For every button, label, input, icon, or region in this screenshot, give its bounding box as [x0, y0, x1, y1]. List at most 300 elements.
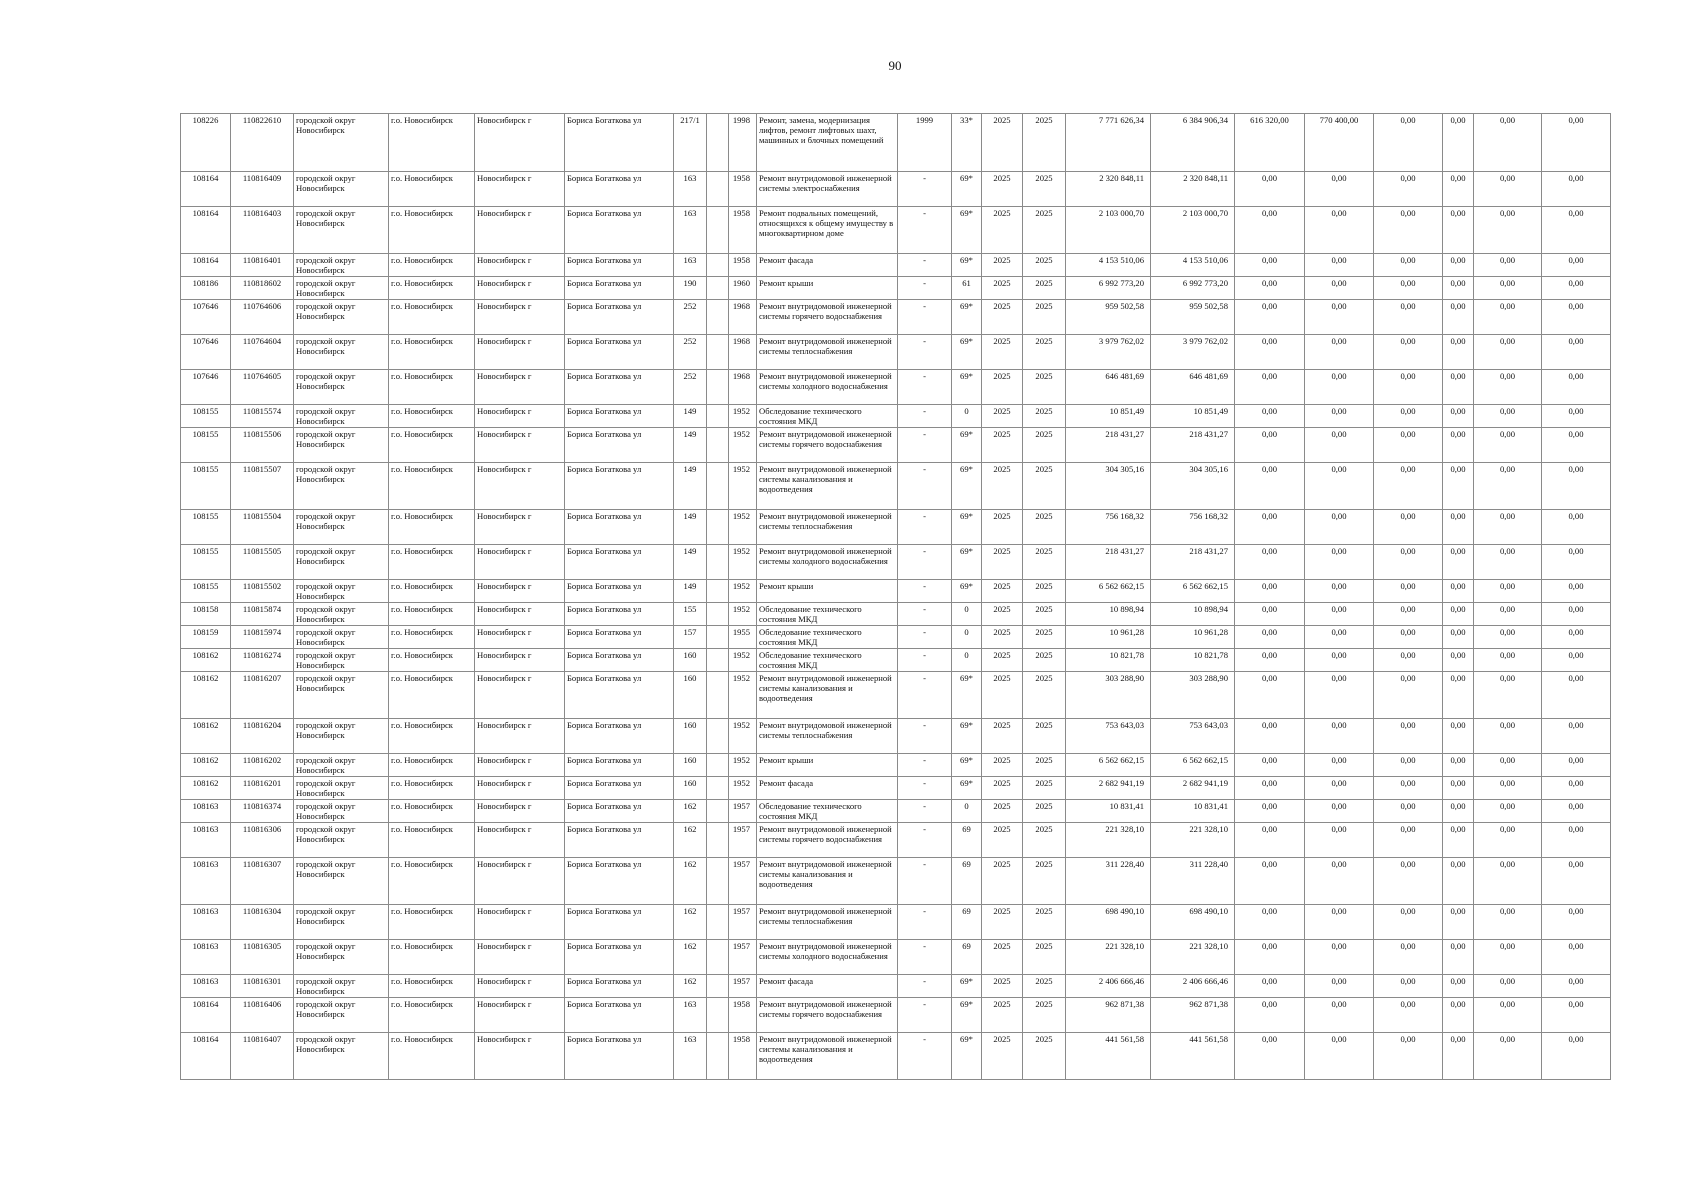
- cell-plan-end-year: 2025: [1023, 428, 1066, 463]
- cell-other-1: 0,00: [1443, 626, 1474, 649]
- cell-house-number: 149: [674, 428, 707, 463]
- cell-plan-end-year: 2025: [1023, 1033, 1066, 1080]
- cell-building: [707, 754, 729, 777]
- cell-other-3: 0,00: [1542, 719, 1611, 754]
- cell-house-number: 252: [674, 300, 707, 335]
- cell-house-number: 160: [674, 649, 707, 672]
- cell-fund-cost: 2 406 666,46: [1151, 975, 1235, 998]
- cell-owners-funds: 0,00: [1374, 428, 1443, 463]
- cell-work-code: 110816406: [231, 998, 294, 1033]
- cell-other-1: 0,00: [1443, 254, 1474, 277]
- cell-total-cost: 6 562 662,15: [1066, 754, 1151, 777]
- cell-other-2: 0,00: [1474, 277, 1542, 300]
- cell-house-number: 155: [674, 603, 707, 626]
- cell-work-type: Ремонт внутридомовой инженерной системы теплоснабжения: [757, 905, 898, 940]
- cell-street: Бориса Богаткова ул: [565, 510, 674, 545]
- cell-municipality: городской округ Новосибирск: [294, 998, 389, 1033]
- cell-building: [707, 719, 729, 754]
- cell-wear-percent: 0: [952, 626, 982, 649]
- cell-other-1: 0,00: [1443, 858, 1474, 905]
- cell-wear-percent: 69*: [952, 719, 982, 754]
- cell-commissioning-year: -: [898, 940, 952, 975]
- cell-subsidy-local: 0,00: [1305, 207, 1374, 254]
- cell-wear-percent: 69*: [952, 172, 982, 207]
- cell-build-year: 1960: [729, 277, 757, 300]
- cell-other-1: 0,00: [1443, 277, 1474, 300]
- cell-other-3: 0,00: [1542, 463, 1611, 510]
- cell-wear-percent: 69*: [952, 580, 982, 603]
- cell-municipal-district: г.о. Новосибирск: [389, 603, 475, 626]
- cell-subsidy-local: 0,00: [1305, 754, 1374, 777]
- cell-work-type: Ремонт фасада: [757, 975, 898, 998]
- cell-municipality: городской округ Новосибирск: [294, 858, 389, 905]
- cell-commissioning-year: -: [898, 603, 952, 626]
- cell-subsidy-local: 0,00: [1305, 1033, 1374, 1080]
- cell-total-cost: 4 153 510,06: [1066, 254, 1151, 277]
- cell-settlement: Новосибирск г: [475, 172, 565, 207]
- cell-plan-start-year: 2025: [982, 823, 1023, 858]
- cell-total-cost: 303 288,90: [1066, 672, 1151, 719]
- cell-owners-funds: 0,00: [1374, 405, 1443, 428]
- cell-other-1: 0,00: [1443, 603, 1474, 626]
- cell-wear-percent: 69*: [952, 428, 982, 463]
- cell-build-year: 1968: [729, 300, 757, 335]
- cell-municipal-district: г.о. Новосибирск: [389, 719, 475, 754]
- cell-fund-cost: 10 821,78: [1151, 649, 1235, 672]
- cell-plan-start-year: 2025: [982, 649, 1023, 672]
- cell-owners-funds: 0,00: [1374, 277, 1443, 300]
- cell-settlement: Новосибирск г: [475, 800, 565, 823]
- cell-subsidy-regional: 0,00: [1235, 905, 1305, 940]
- cell-work-type: Обследование технического состояния МКД: [757, 603, 898, 626]
- cell-street: Бориса Богаткова ул: [565, 405, 674, 428]
- cell-settlement: Новосибирск г: [475, 858, 565, 905]
- table-row: [181, 719, 1611, 754]
- cell-subsidy-local: 0,00: [1305, 254, 1374, 277]
- cell-commissioning-year: -: [898, 858, 952, 905]
- cell-other-3: 0,00: [1542, 580, 1611, 603]
- cell-total-cost: 6 992 773,20: [1066, 277, 1151, 300]
- cell-other-2: 0,00: [1474, 998, 1542, 1033]
- cell-work-type: Ремонт внутридомовой инженерной системы теплоснабжения: [757, 719, 898, 754]
- cell-subsidy-local: 0,00: [1305, 800, 1374, 823]
- capital-repair-table: [180, 113, 1611, 1080]
- cell-settlement: Новосибирск г: [475, 672, 565, 719]
- cell-build-year: 1957: [729, 800, 757, 823]
- cell-build-year: 1952: [729, 672, 757, 719]
- cell-plan-start-year: 2025: [982, 998, 1023, 1033]
- cell-house-code: 108163: [181, 800, 231, 823]
- cell-street: Бориса Богаткова ул: [565, 1033, 674, 1080]
- cell-work-code: 110816306: [231, 823, 294, 858]
- table-row: [181, 277, 1611, 300]
- cell-work-type: Ремонт внутридомовой инженерной системы холодного водоснабжения: [757, 370, 898, 405]
- cell-other-1: 0,00: [1443, 510, 1474, 545]
- cell-house-code: 108163: [181, 858, 231, 905]
- cell-commissioning-year: -: [898, 545, 952, 580]
- cell-other-3: 0,00: [1542, 800, 1611, 823]
- cell-fund-cost: 6 562 662,15: [1151, 754, 1235, 777]
- cell-building: [707, 172, 729, 207]
- cell-fund-cost: 221 328,10: [1151, 823, 1235, 858]
- cell-street: Бориса Богаткова ул: [565, 719, 674, 754]
- cell-municipality: городской округ Новосибирск: [294, 975, 389, 998]
- cell-wear-percent: 69*: [952, 207, 982, 254]
- cell-owners-funds: 0,00: [1374, 754, 1443, 777]
- cell-other-2: 0,00: [1474, 777, 1542, 800]
- cell-fund-cost: 218 431,27: [1151, 545, 1235, 580]
- cell-owners-funds: 0,00: [1374, 510, 1443, 545]
- cell-building: [707, 858, 729, 905]
- cell-owners-funds: 0,00: [1374, 545, 1443, 580]
- cell-plan-end-year: 2025: [1023, 940, 1066, 975]
- table-row: [181, 626, 1611, 649]
- cell-plan-end-year: 2025: [1023, 719, 1066, 754]
- cell-wear-percent: 69*: [952, 998, 982, 1033]
- cell-other-2: 0,00: [1474, 545, 1542, 580]
- cell-plan-end-year: 2025: [1023, 463, 1066, 510]
- cell-total-cost: 221 328,10: [1066, 823, 1151, 858]
- cell-other-2: 0,00: [1474, 463, 1542, 510]
- cell-building: [707, 510, 729, 545]
- cell-fund-cost: 4 153 510,06: [1151, 254, 1235, 277]
- cell-work-code: 110816305: [231, 940, 294, 975]
- cell-other-2: 0,00: [1474, 207, 1542, 254]
- cell-total-cost: 218 431,27: [1066, 428, 1151, 463]
- cell-municipality: городской округ Новосибирск: [294, 300, 389, 335]
- cell-house-code: 108162: [181, 649, 231, 672]
- cell-plan-start-year: 2025: [982, 254, 1023, 277]
- cell-commissioning-year: -: [898, 719, 952, 754]
- cell-work-code: 110816374: [231, 800, 294, 823]
- cell-municipality: городской округ Новосибирск: [294, 649, 389, 672]
- cell-subsidy-local: 0,00: [1305, 335, 1374, 370]
- cell-municipal-district: г.о. Новосибирск: [389, 335, 475, 370]
- cell-fund-cost: 2 682 941,19: [1151, 777, 1235, 800]
- cell-other-1: 0,00: [1443, 1033, 1474, 1080]
- cell-wear-percent: 69*: [952, 300, 982, 335]
- cell-subsidy-regional: 0,00: [1235, 672, 1305, 719]
- cell-building: [707, 580, 729, 603]
- cell-build-year: 1952: [729, 405, 757, 428]
- cell-work-code: 110816304: [231, 905, 294, 940]
- cell-other-3: 0,00: [1542, 207, 1611, 254]
- cell-other-2: 0,00: [1474, 370, 1542, 405]
- cell-house-number: 163: [674, 998, 707, 1033]
- cell-house-number: 149: [674, 580, 707, 603]
- cell-municipality: городской округ Новосибирск: [294, 777, 389, 800]
- cell-municipal-district: г.о. Новосибирск: [389, 940, 475, 975]
- cell-settlement: Новосибирск г: [475, 510, 565, 545]
- cell-other-3: 0,00: [1542, 172, 1611, 207]
- cell-plan-start-year: 2025: [982, 172, 1023, 207]
- cell-street: Бориса Богаткова ул: [565, 649, 674, 672]
- cell-fund-cost: 218 431,27: [1151, 428, 1235, 463]
- cell-municipality: городской округ Новосибирск: [294, 114, 389, 172]
- cell-building: [707, 428, 729, 463]
- cell-street: Бориса Богаткова ул: [565, 207, 674, 254]
- cell-municipal-district: г.о. Новосибирск: [389, 300, 475, 335]
- cell-work-type: Ремонт внутридомовой инженерной системы холодного водоснабжения: [757, 545, 898, 580]
- cell-subsidy-local: 0,00: [1305, 626, 1374, 649]
- cell-plan-end-year: 2025: [1023, 545, 1066, 580]
- cell-other-1: 0,00: [1443, 114, 1474, 172]
- table-row: [181, 800, 1611, 823]
- cell-subsidy-regional: 0,00: [1235, 300, 1305, 335]
- cell-plan-end-year: 2025: [1023, 823, 1066, 858]
- cell-other-2: 0,00: [1474, 800, 1542, 823]
- cell-owners-funds: 0,00: [1374, 672, 1443, 719]
- cell-other-1: 0,00: [1443, 300, 1474, 335]
- cell-other-2: 0,00: [1474, 672, 1542, 719]
- table-row: [181, 905, 1611, 940]
- cell-subsidy-regional: 0,00: [1235, 254, 1305, 277]
- cell-commissioning-year: 1999: [898, 114, 952, 172]
- cell-subsidy-regional: 0,00: [1235, 603, 1305, 626]
- cell-plan-start-year: 2025: [982, 777, 1023, 800]
- cell-wear-percent: 69*: [952, 1033, 982, 1080]
- cell-other-2: 0,00: [1474, 172, 1542, 207]
- cell-build-year: 1958: [729, 998, 757, 1033]
- cell-house-number: 149: [674, 545, 707, 580]
- cell-wear-percent: 33*: [952, 114, 982, 172]
- cell-work-type: Ремонт внутридомовой инженерной системы теплоснабжения: [757, 335, 898, 370]
- cell-subsidy-regional: 0,00: [1235, 172, 1305, 207]
- cell-plan-start-year: 2025: [982, 858, 1023, 905]
- cell-total-cost: 698 490,10: [1066, 905, 1151, 940]
- cell-plan-start-year: 2025: [982, 975, 1023, 998]
- cell-subsidy-regional: 0,00: [1235, 207, 1305, 254]
- cell-build-year: 1952: [729, 719, 757, 754]
- cell-plan-start-year: 2025: [982, 754, 1023, 777]
- cell-subsidy-local: 0,00: [1305, 823, 1374, 858]
- cell-house-number: 160: [674, 672, 707, 719]
- cell-street: Бориса Богаткова ул: [565, 800, 674, 823]
- cell-house-number: 162: [674, 940, 707, 975]
- cell-building: [707, 905, 729, 940]
- cell-plan-end-year: 2025: [1023, 580, 1066, 603]
- cell-other-2: 0,00: [1474, 300, 1542, 335]
- cell-municipal-district: г.о. Новосибирск: [389, 998, 475, 1033]
- cell-plan-start-year: 2025: [982, 370, 1023, 405]
- cell-house-code: 108162: [181, 672, 231, 719]
- cell-municipality: городской округ Новосибирск: [294, 277, 389, 300]
- cell-house-code: 108163: [181, 905, 231, 940]
- cell-build-year: 1968: [729, 335, 757, 370]
- cell-total-cost: 3 979 762,02: [1066, 335, 1151, 370]
- cell-wear-percent: 69*: [952, 463, 982, 510]
- cell-settlement: Новосибирск г: [475, 428, 565, 463]
- cell-house-number: 163: [674, 207, 707, 254]
- cell-other-2: 0,00: [1474, 649, 1542, 672]
- cell-owners-funds: 0,00: [1374, 463, 1443, 510]
- cell-street: Бориса Богаткова ул: [565, 580, 674, 603]
- cell-work-type: Обследование технического состояния МКД: [757, 626, 898, 649]
- cell-commissioning-year: -: [898, 405, 952, 428]
- cell-build-year: 1998: [729, 114, 757, 172]
- cell-street: Бориса Богаткова ул: [565, 463, 674, 510]
- cell-subsidy-regional: 0,00: [1235, 823, 1305, 858]
- cell-commissioning-year: -: [898, 905, 952, 940]
- cell-build-year: 1958: [729, 207, 757, 254]
- cell-other-2: 0,00: [1474, 823, 1542, 858]
- cell-street: Бориса Богаткова ул: [565, 626, 674, 649]
- cell-municipal-district: г.о. Новосибирск: [389, 254, 475, 277]
- table-row: [181, 510, 1611, 545]
- cell-work-type: Ремонт внутридомовой инженерной системы канализования и водоотведения: [757, 463, 898, 510]
- cell-subsidy-regional: 0,00: [1235, 510, 1305, 545]
- cell-settlement: Новосибирск г: [475, 777, 565, 800]
- cell-municipal-district: г.о. Новосибирск: [389, 649, 475, 672]
- cell-municipality: городской округ Новосибирск: [294, 626, 389, 649]
- cell-subsidy-local: 0,00: [1305, 172, 1374, 207]
- cell-house-code: 108163: [181, 940, 231, 975]
- table-row: [181, 114, 1611, 172]
- cell-commissioning-year: -: [898, 300, 952, 335]
- cell-owners-funds: 0,00: [1374, 940, 1443, 975]
- cell-municipal-district: г.о. Новосибирск: [389, 975, 475, 998]
- cell-street: Бориса Богаткова ул: [565, 545, 674, 580]
- cell-subsidy-local: 0,00: [1305, 510, 1374, 545]
- cell-total-cost: 441 561,58: [1066, 1033, 1151, 1080]
- cell-plan-start-year: 2025: [982, 905, 1023, 940]
- cell-municipality: городской округ Новосибирск: [294, 207, 389, 254]
- cell-settlement: Новосибирск г: [475, 719, 565, 754]
- cell-street: Бориса Богаткова ул: [565, 672, 674, 719]
- cell-plan-start-year: 2025: [982, 510, 1023, 545]
- cell-other-2: 0,00: [1474, 905, 1542, 940]
- cell-plan-start-year: 2025: [982, 545, 1023, 580]
- cell-work-code: 110816407: [231, 1033, 294, 1080]
- cell-other-3: 0,00: [1542, 754, 1611, 777]
- cell-commissioning-year: -: [898, 626, 952, 649]
- cell-build-year: 1952: [729, 463, 757, 510]
- cell-subsidy-local: 770 400,00: [1305, 114, 1374, 172]
- cell-work-type: Ремонт внутридомовой инженерной системы канализования и водоотведения: [757, 672, 898, 719]
- cell-total-cost: 10 851,49: [1066, 405, 1151, 428]
- cell-other-2: 0,00: [1474, 754, 1542, 777]
- cell-subsidy-local: 0,00: [1305, 580, 1374, 603]
- cell-plan-start-year: 2025: [982, 580, 1023, 603]
- cell-street: Бориса Богаткова ул: [565, 858, 674, 905]
- cell-build-year: 1952: [729, 754, 757, 777]
- cell-settlement: Новосибирск г: [475, 370, 565, 405]
- cell-house-code: 108164: [181, 1033, 231, 1080]
- cell-other-3: 0,00: [1542, 975, 1611, 998]
- cell-municipality: городской округ Новосибирск: [294, 172, 389, 207]
- cell-other-3: 0,00: [1542, 626, 1611, 649]
- cell-work-type: Обследование технического состояния МКД: [757, 800, 898, 823]
- cell-building: [707, 626, 729, 649]
- cell-other-2: 0,00: [1474, 626, 1542, 649]
- cell-street: Бориса Богаткова ул: [565, 998, 674, 1033]
- cell-commissioning-year: -: [898, 777, 952, 800]
- cell-commissioning-year: -: [898, 510, 952, 545]
- cell-municipal-district: г.о. Новосибирск: [389, 207, 475, 254]
- cell-settlement: Новосибирск г: [475, 998, 565, 1033]
- cell-other-1: 0,00: [1443, 940, 1474, 975]
- cell-house-code: 108164: [181, 207, 231, 254]
- cell-street: Бориса Богаткова ул: [565, 370, 674, 405]
- cell-house-code: 108226: [181, 114, 231, 172]
- cell-fund-cost: 2 103 000,70: [1151, 207, 1235, 254]
- cell-wear-percent: 61: [952, 277, 982, 300]
- cell-owners-funds: 0,00: [1374, 649, 1443, 672]
- cell-work-code: 110815506: [231, 428, 294, 463]
- cell-house-code: 108155: [181, 510, 231, 545]
- cell-plan-start-year: 2025: [982, 405, 1023, 428]
- cell-house-code: 108162: [181, 777, 231, 800]
- cell-build-year: 1952: [729, 777, 757, 800]
- cell-total-cost: 10 831,41: [1066, 800, 1151, 823]
- cell-commissioning-year: -: [898, 254, 952, 277]
- cell-subsidy-regional: 0,00: [1235, 858, 1305, 905]
- table-row: [181, 172, 1611, 207]
- cell-other-3: 0,00: [1542, 940, 1611, 975]
- cell-wear-percent: 69*: [952, 975, 982, 998]
- cell-settlement: Новосибирск г: [475, 626, 565, 649]
- cell-subsidy-regional: 0,00: [1235, 777, 1305, 800]
- cell-street: Бориса Богаткова ул: [565, 114, 674, 172]
- cell-commissioning-year: -: [898, 998, 952, 1033]
- cell-work-type: Ремонт подвальных помещений, относящихся к общему имуществу в многоквартирном доме: [757, 207, 898, 254]
- cell-municipal-district: г.о. Новосибирск: [389, 672, 475, 719]
- cell-municipal-district: г.о. Новосибирск: [389, 754, 475, 777]
- cell-plan-start-year: 2025: [982, 335, 1023, 370]
- cell-plan-start-year: 2025: [982, 1033, 1023, 1080]
- cell-street: Бориса Богаткова ул: [565, 823, 674, 858]
- cell-fund-cost: 2 320 848,11: [1151, 172, 1235, 207]
- cell-total-cost: 2 103 000,70: [1066, 207, 1151, 254]
- cell-work-code: 110818602: [231, 277, 294, 300]
- cell-building: [707, 1033, 729, 1080]
- cell-subsidy-regional: 0,00: [1235, 940, 1305, 975]
- cell-other-3: 0,00: [1542, 672, 1611, 719]
- cell-house-number: 217/1: [674, 114, 707, 172]
- cell-plan-end-year: 2025: [1023, 370, 1066, 405]
- cell-subsidy-regional: 0,00: [1235, 975, 1305, 998]
- table-row: [181, 405, 1611, 428]
- cell-street: Бориса Богаткова ул: [565, 777, 674, 800]
- cell-plan-end-year: 2025: [1023, 510, 1066, 545]
- table-row: [181, 858, 1611, 905]
- cell-total-cost: 756 168,32: [1066, 510, 1151, 545]
- cell-other-3: 0,00: [1542, 300, 1611, 335]
- cell-fund-cost: 3 979 762,02: [1151, 335, 1235, 370]
- cell-other-1: 0,00: [1443, 998, 1474, 1033]
- cell-plan-start-year: 2025: [982, 428, 1023, 463]
- cell-building: [707, 370, 729, 405]
- cell-house-code: 108155: [181, 545, 231, 580]
- cell-other-1: 0,00: [1443, 905, 1474, 940]
- table-row: [181, 649, 1611, 672]
- table-row: [181, 335, 1611, 370]
- cell-build-year: 1952: [729, 428, 757, 463]
- cell-other-1: 0,00: [1443, 405, 1474, 428]
- cell-settlement: Новосибирск г: [475, 277, 565, 300]
- cell-owners-funds: 0,00: [1374, 823, 1443, 858]
- cell-owners-funds: 0,00: [1374, 114, 1443, 172]
- table-row: [181, 754, 1611, 777]
- cell-fund-cost: 311 228,40: [1151, 858, 1235, 905]
- cell-commissioning-year: -: [898, 463, 952, 510]
- cell-house-code: 108159: [181, 626, 231, 649]
- cell-municipality: городской округ Новосибирск: [294, 254, 389, 277]
- cell-work-code: 110816201: [231, 777, 294, 800]
- cell-plan-end-year: 2025: [1023, 905, 1066, 940]
- cell-house-code: 108164: [181, 172, 231, 207]
- table-row: [181, 940, 1611, 975]
